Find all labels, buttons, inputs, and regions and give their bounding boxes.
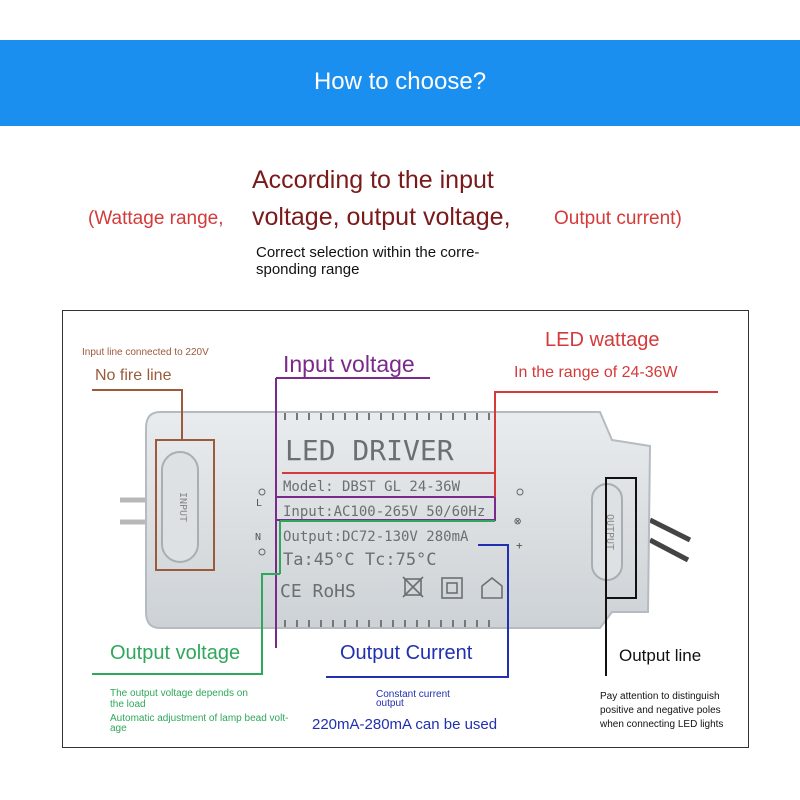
intro-right-note: Output current) [554,208,682,229]
output-voltage-note-3: Automatic adjustment of lamp bead volt- [110,713,289,724]
output-line-label: Output line [619,646,702,665]
terminal-l: L [256,498,263,509]
output-voltage-note-2: the load [110,699,146,710]
output-voltage-note-4: age [110,723,127,734]
output-current-label: Output Current [340,642,473,664]
input-line-note: Input line connected to 220V [82,347,209,358]
intro-line-2: voltage, output voltage, [252,203,511,231]
banner-title: How to choose? [313,68,487,95]
led-symbol-icon: ⊗ [514,514,522,528]
led-wattage-label: LED wattage [545,329,660,351]
device-brand: LED DRIVER [285,434,454,467]
no-fire-line-label: No fire line [95,367,172,384]
output-port-label: OUTPUT [604,513,615,551]
device-temp-spec: Ta:45°C Tc:75°C [283,550,437,570]
constant-current-note-2: output [376,698,404,709]
output-voltage-note-1: The output voltage depends on [110,688,248,699]
device-certifications: CE RoHS [280,581,356,602]
wattage-range-label: In the range of 24-36W [514,364,678,381]
intro-line-1: According to the input [252,166,494,194]
intro-left-note: (Wattage range, [88,208,224,229]
device-model: Model: DBST GL 24-36W [283,479,461,495]
constant-current-note-1: Constant current [376,689,450,700]
output-wires [650,520,690,560]
output-voltage-label: Output voltage [110,642,241,664]
input-voltage-label: Input voltage [283,351,415,377]
device-input-spec: Input:AC100-265V 50/60Hz [283,504,486,520]
device-output-spec: Output:DC72-130V 280mA [283,529,469,545]
input-port-label: INPUT [177,491,188,523]
polarity-note-1: Pay attention to distinguish [600,691,720,702]
intro-sub-2: sponding range [256,261,360,278]
current-range-label: 220mA-280mA can be used [312,716,498,733]
terminal-n: N [255,532,262,543]
intro-sub-1: Correct selection within the corre- [256,244,480,261]
polarity-note-3: when connecting LED lights [600,719,724,730]
plus-icon: + [516,539,523,552]
polarity-note-2: positive and negative poles [600,705,721,716]
